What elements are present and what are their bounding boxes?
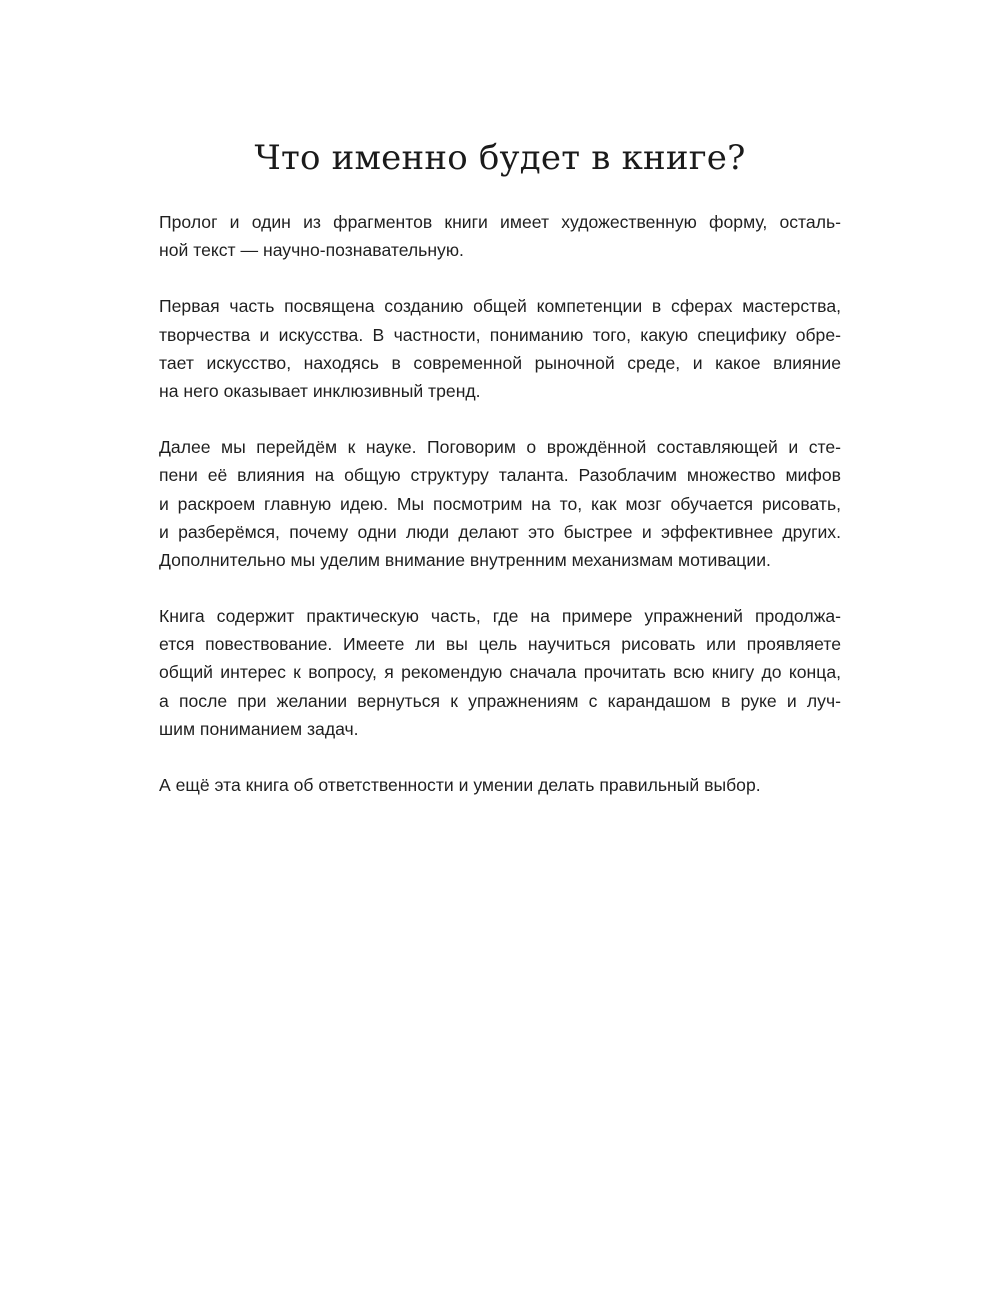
text-line: тает искусство, находясь в современной рыночной среде, и какое влияние [159,352,841,373]
text-line: шим пониманием задач. [159,718,359,739]
text-line: и раскроем главную идею. Мы посмотрим на то, как мозг обучается рисовать, [159,493,841,514]
page-title: Что именно будет в книге? [254,138,746,178]
text-line: ной текст — научно-познавательную. [159,240,464,261]
text-line: пени её влияния на общую структуру таланта. Разоблачим множество мифов [159,465,841,486]
paragraph-responsibility [159,771,841,799]
text-line: Книга содержит практическую часть, где на примере упражнений продолжа- [159,606,841,627]
text-line: а после при желании вернуться к упражнениям с карандашом в руке и луч- [159,690,841,711]
paragraph-science [159,433,841,574]
text-line: творчества и искусства. В частности, пониманию того, какую специфику обре- [159,324,841,345]
text-line: Пролог и один из фрагментов книги имеет художественную форму, осталь- [159,212,841,232]
text-line: А ещё эта книга об ответственности и умении делать правильный выбор. [159,775,761,795]
paragraph-prologue [159,208,841,264]
text-line: общий интерес к вопросу, я рекомендую сначала прочитать всю книгу до конца, [159,662,841,683]
text-line: на него оказывает инклюзивный тренд. [159,380,481,401]
text-line: Дополнительно мы уделим внимание внутренним механизмам мотивации. [159,549,771,570]
text-line: и разберёмся, почему одни люди делают это быстрее и эффективнее других. [159,521,841,542]
text-line: ется повествование. Имеете ли вы цель научиться рисовать или проявляете [159,634,841,655]
paragraph-first-part [159,292,841,405]
body-text [159,208,841,827]
text-line: Далее мы перейдём к науке. Поговорим о врождённой составляющей и сте- [159,437,841,458]
text-line: Первая часть посвящена созданию общей компетенции в сферах мастерства, [159,296,841,317]
paragraph-practice [159,602,841,743]
